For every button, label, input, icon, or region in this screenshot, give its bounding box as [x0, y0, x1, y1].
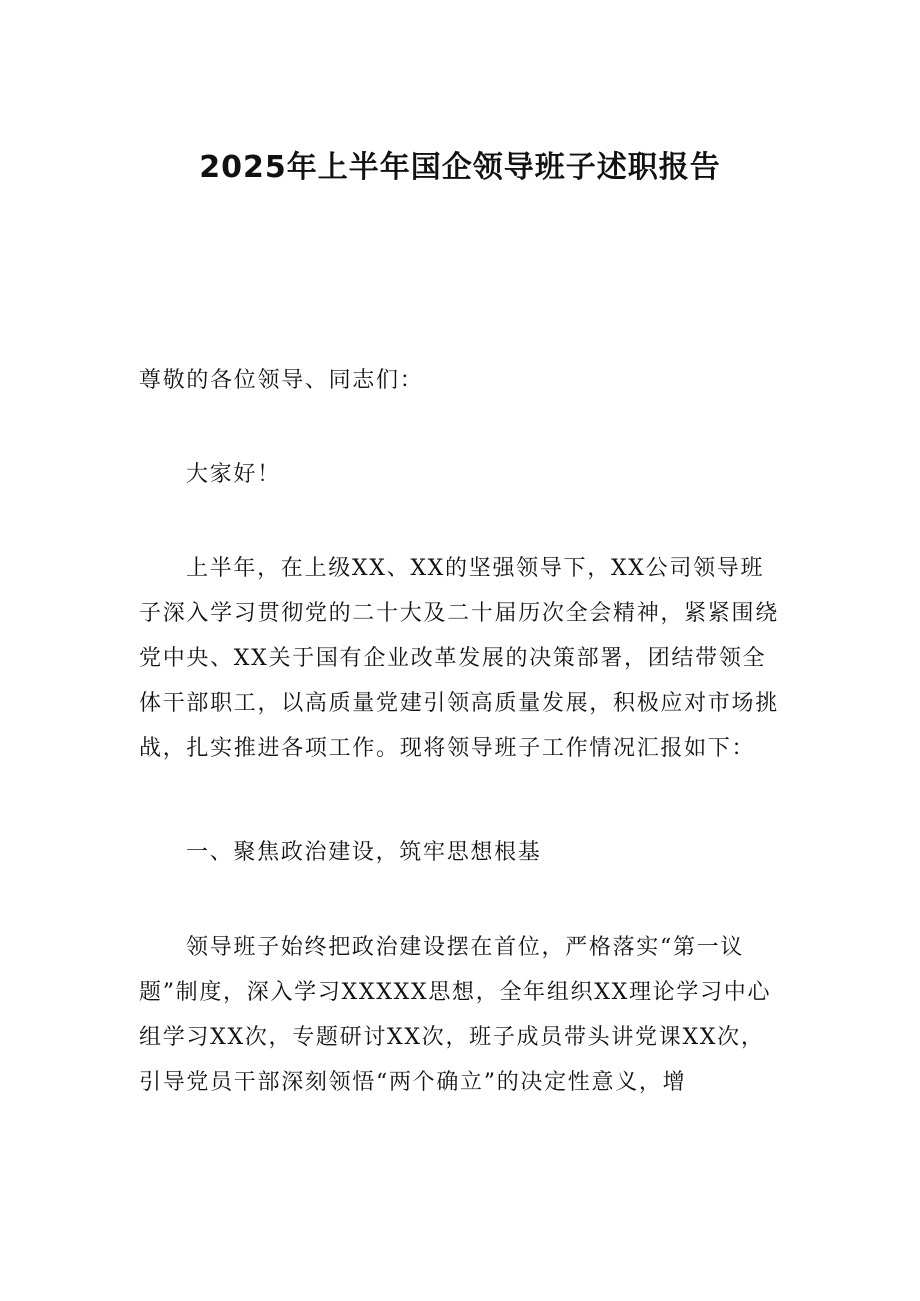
greeting: 大家好！ — [186, 462, 281, 487]
section-heading-1: 一、聚焦政治建设，筑牢思想根基 — [186, 840, 542, 865]
section-1-paragraph: 领导班子始终把政治建设摆在首位，严格落实“第一议题”制度，深入学习XXXXX思想，全年组织XX理论学习中心组学习XX次，专题研讨XX次，班子成员带头讲党课XX次，引导党员干部深刻领悟“两个确立”的决定性意义，增 — [139, 935, 772, 1095]
salutation: 尊敬的各位领导、同志们： — [139, 368, 424, 393]
intro-paragraph: 上半年，在上级XX、XX的坚强领导下，XX公司领导班子深入学习贯彻党的二十大及二十届历次全会精神，紧紧围绕党中央、XX关于国有企业改革发展的决策部署，团结带领全体干部职工，以高质量党建引领高质量发展，积极应对市场挑战，扎实推进各项工作。现将领导班子工作情况汇报如下： — [139, 556, 779, 761]
document-title: 2025年上半年国企领导班子述职报告 — [199, 150, 721, 185]
